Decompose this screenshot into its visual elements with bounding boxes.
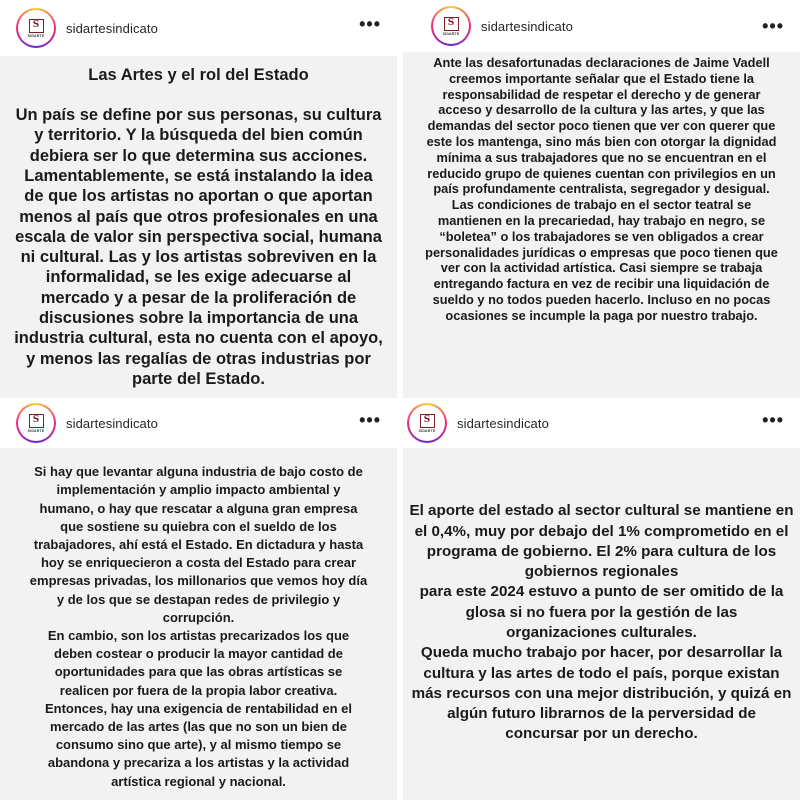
more-options-icon[interactable]: •••: [359, 410, 381, 430]
more-options-icon[interactable]: •••: [359, 14, 381, 34]
avatar[interactable]: [16, 8, 56, 48]
more-options-icon[interactable]: •••: [762, 410, 784, 430]
sidarte-logo-icon: S SIDARTE: [409, 405, 445, 441]
post-image: [0, 56, 397, 398]
username[interactable]: sidartesindicato: [66, 20, 158, 36]
post-header: [403, 0, 800, 52]
username[interactable]: sidartesindicato: [457, 415, 549, 431]
more-options-icon[interactable]: •••: [762, 16, 784, 36]
post-text: [14, 65, 384, 389]
avatar[interactable]: [16, 403, 56, 443]
post-3: [0, 398, 397, 800]
post-paragraph: El aporte del estado al sector cultural se mantiene en el 0,4%, muy por debajo del 1% comprometido en el programa de gobierno. El 2% para cultura de los gobiernos regionales: [409, 502, 794, 581]
avatar[interactable]: [407, 403, 447, 443]
post-paragraph: para este 2024 estuvo a punto de ser omitido de la glosa si no fuera por la gestión de las organizaciones culturales.: [419, 583, 784, 641]
post-text: [409, 501, 794, 745]
sidarte-logo-icon: S SIDARTE: [433, 8, 469, 44]
sidarte-logo-icon: S SIDARTE: [18, 10, 54, 46]
post-image: [403, 52, 800, 398]
post-header: [403, 398, 800, 448]
post-header: [0, 398, 397, 448]
sidarte-logo-icon: S SIDARTE: [18, 405, 54, 441]
post-paragraph: Queda mucho trabajo por hacer, por desarrollar la cultura y las artes de todo el país, porque existan más recursos con una mejor distribución, y quizá en algún futuro librarnos de la perversidad de concursar por un derecho.: [411, 644, 792, 743]
username[interactable]: sidartesindicato: [66, 415, 158, 431]
post-header: [0, 0, 397, 56]
post-4: [403, 398, 800, 800]
post-title: Las Artes y el rol del Estado: [88, 65, 309, 84]
post-paragraph: En cambio, son los artistas precarizados los que deben costear o producir la mayor cantidad de oportunidades para que las obras artísticas se realicen por fuera de la propia labor creativa. Entonces, hay una exigencia de rentabilidad en el mercado de las artes (las que no son un bien de consumo sino que arte), y al mismo tiempo se abandona y precariza a los artistas y la actividad artística regional y nacional.: [44, 628, 353, 789]
post-paragraph: Si hay que levantar alguna industria de bajo costo de implementación y amplio impacto ambiental y humano, o hay que rescatar a alguna gran empresa que sostiene su quiebra con el sueldo de los trabajadores, ahí está el Estado. En dictadura y hasta hoy se enriquecieron a costa del Estado para crear empresas privadas, los millonarios que vemos hoy día y de los que se destapan redes de privilegio y corrupción.: [29, 464, 368, 625]
post-paragraph: Ante las desafortunadas declaraciones de Jaime Vadell creemos importante señalar que el Estado tiene la responsabilidad de respetar el derecho y de generar acceso y desarrollo de la cultura y las artes, y que las demandas del sector poco tienen que ver con querer que este los mantenga, sino más bien con otorgar la dignidad mínima a sus trabajadores que no se encuentran en el reducido grupo de quienes cuentan con privilegios en un país profundamente centralista, segregador y desigual.: [426, 55, 777, 197]
username[interactable]: sidartesindicato: [481, 18, 573, 34]
post-paragraph: Las condiciones de trabajo en el sector teatral se mantienen en la precariedad, hay trabajo en negro, se “boletea” o los trabajadores se ven obligados a crear personalidades jurídicas o empresas que poco tienen que ver con la actividad artística. Casi siempre se trabaja entregando factura en vez de recibir una liquidación de sueldo y no todos pueden hacerlo. Incluso en no pocas ocasiones se incumple la paga por nuestro trabajo.: [425, 197, 778, 323]
post-1: [0, 0, 397, 398]
avatar[interactable]: [431, 6, 471, 46]
post-paragraph: Un país se define por sus personas, su cultura y territorio. Y la búsqueda del bien común debiera ser lo que determina sus acciones. Lamentablemente, se está instalando la idea de que los artistas no aportan o que aportan menos al país que otros profesionales en una escala de valor sin perspectiva social, humana ni cultural. Las y los artistas sobreviven en la informalidad, se les exige adecuarse al mercado y a pesar de la proliferación de discusiones sobre la importancia de una industria cultural, esta no cuenta con el apoyo, y menos las regalías de otras industrias por parte del Estado.: [14, 106, 383, 388]
post-image: [0, 448, 397, 800]
post-2: [403, 0, 800, 398]
post-image: [403, 448, 800, 800]
post-text: [29, 463, 369, 791]
post-text: [424, 55, 779, 324]
